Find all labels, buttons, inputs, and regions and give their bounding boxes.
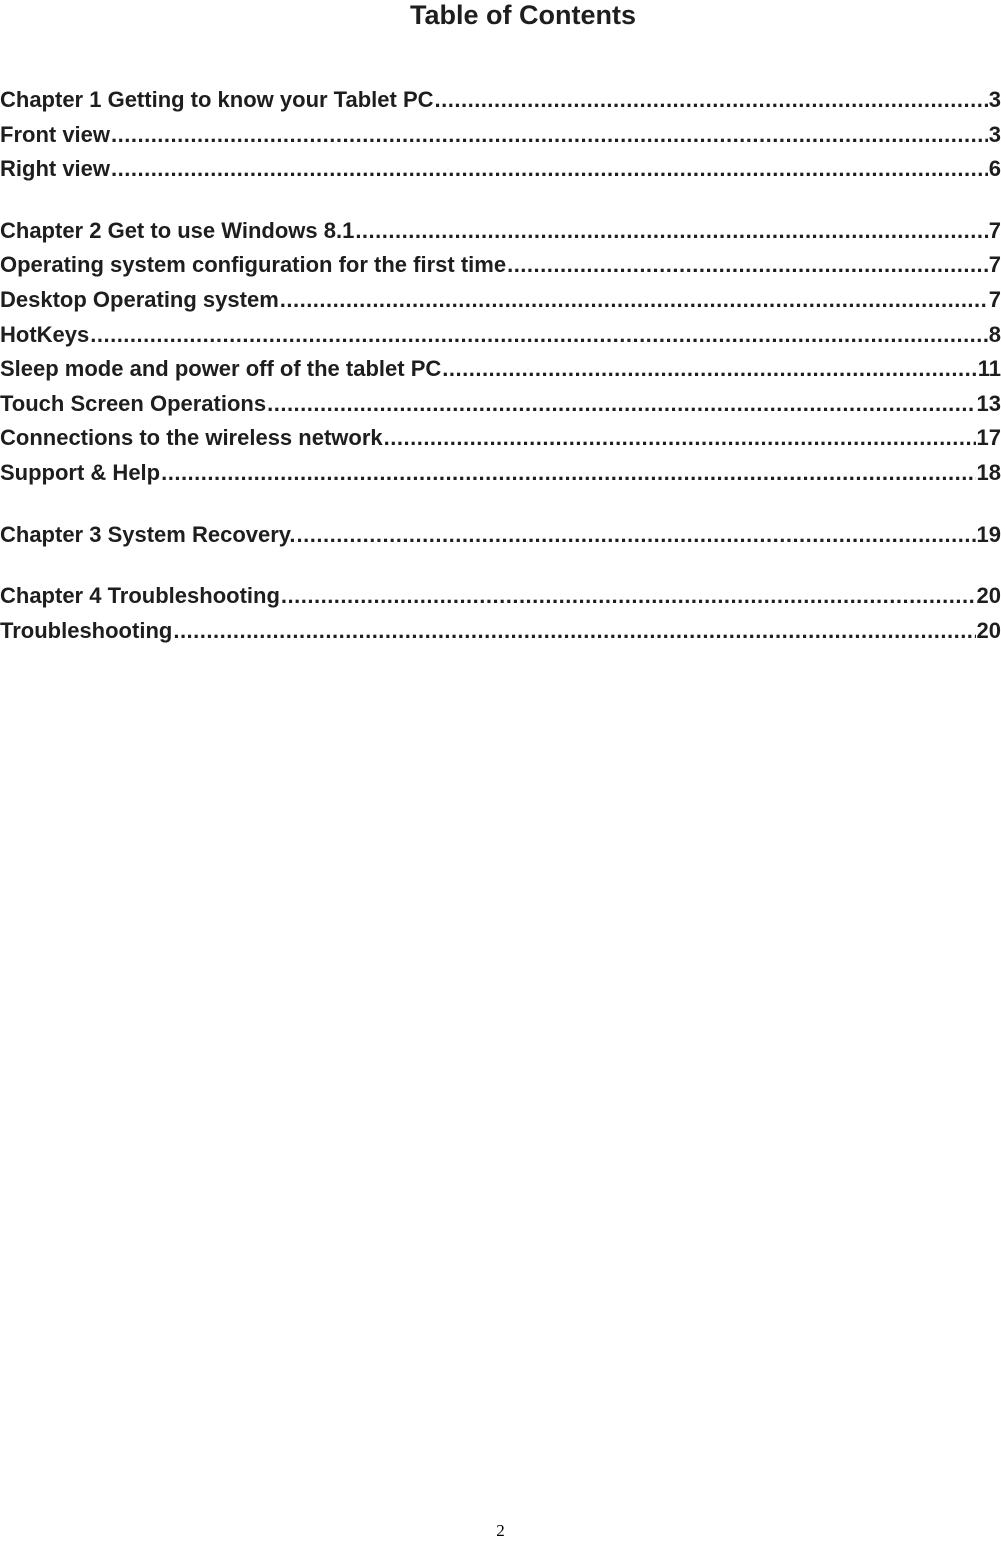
toc-entry-label: Support & Help [0, 459, 161, 485]
toc-entry-page: 8 [988, 321, 1001, 347]
dot-leader [173, 617, 975, 645]
toc-entry-label: Touch Screen Operations [0, 390, 267, 416]
toc-entry-page: 3 [988, 121, 1001, 147]
page-title: Table of Contents [410, 0, 636, 30]
dot-leader [111, 121, 988, 149]
dot-leader [355, 217, 987, 245]
toc-entry-label: Troubleshooting [0, 617, 173, 643]
toc-entry-label: Sleep mode and power off of the tablet PC [0, 356, 442, 382]
toc-entry-page: 13 [976, 390, 1001, 416]
toc-entry-label: Chapter 4 Troubleshooting [0, 583, 280, 609]
dot-leader [384, 424, 976, 452]
toc-entry-sleep-mode[interactable] [0, 355, 1001, 390]
toc-group-chapter-3 [0, 521, 1001, 556]
toc-entry-label: Connections to the wireless network [0, 425, 383, 451]
toc-entry-label: Chapter 1 Getting to know your Tablet PC [0, 87, 434, 112]
dot-leader [267, 390, 975, 418]
toc-entry-hotkeys[interactable] [0, 321, 1001, 356]
toc-entry-troubleshooting[interactable] [0, 617, 1001, 652]
dot-leader [507, 251, 988, 279]
toc-entry-touch-screen[interactable] [0, 390, 1001, 425]
toc-entry-chapter-3[interactable] [0, 521, 1001, 556]
toc-entry-page: 11 [977, 356, 1001, 382]
toc-group-chapter-4 [0, 582, 1001, 651]
dot-leader [281, 582, 976, 610]
toc-entry-chapter-1[interactable] [0, 86, 1001, 121]
toc-entry-label: Right view [0, 156, 111, 182]
page-number: 2 [496, 1521, 505, 1540]
toc-list [0, 86, 1001, 678]
toc-group-chapter-1 [0, 86, 1001, 190]
toc-entry-chapter-2[interactable] [0, 217, 1001, 252]
toc-entry-label: Operating system configuration for the first time [0, 252, 507, 278]
toc-entry-page: 20 [976, 617, 1001, 643]
toc-entry-label: Front view [0, 121, 111, 147]
toc-group-chapter-2 [0, 217, 1001, 494]
toc-entry-desktop-os[interactable] [0, 286, 1001, 321]
toc-entry-label: Chapter 3 System Recovery. [0, 521, 296, 547]
toc-entry-label: Chapter 2 Get to use Windows 8.1 [0, 217, 355, 243]
toc-entry-front-view[interactable] [0, 121, 1001, 156]
toc-entry-right-view[interactable] [0, 155, 1001, 190]
toc-entry-page: 7 [988, 217, 1001, 243]
dot-leader [442, 355, 976, 383]
toc-entry-label: HotKeys [0, 321, 90, 347]
toc-entry-page: 20 [976, 583, 1001, 609]
toc-entry-page: 7 [988, 252, 1001, 278]
toc-entry-page: 18 [976, 459, 1001, 485]
dot-leader [161, 459, 975, 487]
toc-entry-page: 7 [988, 286, 1001, 312]
toc-entry-label: Desktop Operating system [0, 286, 279, 312]
toc-entry-os-configuration[interactable] [0, 251, 1001, 286]
toc-entry-page: 19 [976, 521, 1001, 547]
dot-leader [90, 321, 988, 349]
dot-leader [297, 521, 976, 549]
toc-entry-chapter-4[interactable] [0, 582, 1001, 617]
toc-entry-support-help[interactable] [0, 459, 1001, 494]
toc-entry-page: 6 [988, 156, 1001, 182]
dot-leader [435, 86, 988, 114]
toc-entry-page: 17 [976, 425, 1001, 451]
dot-leader [111, 155, 988, 183]
toc-entry-page: 3 [988, 87, 1001, 112]
toc-entry-wireless[interactable] [0, 424, 1001, 459]
dot-leader [280, 286, 988, 314]
